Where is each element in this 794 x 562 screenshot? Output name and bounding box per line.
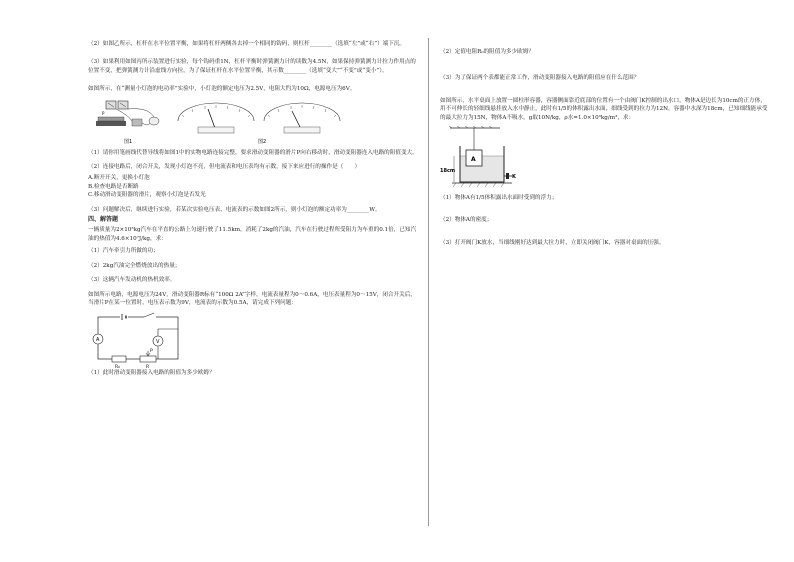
voltmeter-label: V xyxy=(156,339,160,346)
depth-label: 18cm xyxy=(440,168,456,175)
container-figure xyxy=(440,126,770,190)
left-column xyxy=(88,40,418,378)
svg-text:P: P xyxy=(102,110,105,116)
lamp-figures-drawing xyxy=(88,97,418,149)
r0-label: R₀ xyxy=(115,365,120,370)
water-intro: 如图所示，水平桌面上放置一圆柱形容器，容器侧面靠近底部的位置有一个由阀门K控制的出水口，物体A是边长为10cm的正方体，用不可伸长的轻细线悬挂放入水中静止，此时有1/5的体积露出水面，细线受到的拉力为12N，容器中水深为18cm，已知细线能承受的最大拉力为15N，物体A不吸水，g取10N/kg，ρ水=1.0×10³kg/m³，求： xyxy=(440,97,768,121)
circuit-figure xyxy=(88,311,418,369)
circuit-diagram xyxy=(88,311,208,369)
lamp-figures xyxy=(88,97,418,149)
circuit-question-2: （2）定值电阻R₀的阻值为多少欧姆？ xyxy=(440,49,534,55)
water-question-1: （1）物体A有1/5体积露出水面时受到的浮力； xyxy=(440,195,558,202)
option-b: B.检查电路是否断路 xyxy=(88,183,139,190)
car-question-1: （1）汽车牵引力所做的功； xyxy=(88,248,159,255)
lamp-question-2: （2）连接电路后，闭合开关，发现小灯泡不亮，但电流表和电压表均有示数，接下来应进行的操作是（ ） xyxy=(88,164,361,171)
option-c: C.移动滑动变阻器的滑片，观察小灯泡是否发光 xyxy=(88,192,206,199)
water-question-3: （3）打开阀门K放水，当细线刚好达到最大拉力时，立即关闭阀门K，容器对桌面的压强。 xyxy=(440,239,665,246)
option-a: A.断开开关，更换小灯泡 xyxy=(88,175,150,182)
container-diagram xyxy=(440,126,560,190)
ammeter-label: A xyxy=(96,337,100,344)
right-column xyxy=(440,48,770,247)
car-intro: 一辆质量为2×10³kg汽车在平直的公路上匀速行驶了11.5km，消耗了2kg的汽油，汽车在行驶过程所受阻力为车重的0.1倍，已知汽油的热值为4.6×10⁷J/kg，求： xyxy=(88,227,417,242)
slider-label: P xyxy=(150,349,153,355)
block-a-label: A xyxy=(471,156,476,164)
circuit-question-3: （3）为了保证两个表都能正常工作，滑动变阻器接入电路的阻值应在什么范围？ xyxy=(440,75,640,82)
circuit-intro: 如图所示电路，电源电压为24V，滑动变阻器R标有“100Ω 2A”字样，电流表量程为0～0.6A，电压表量程为0～15V，闭合开关后，当滑片P在某一位置时，电压表示数为9V，电流表的示数为0.5A，请完成下列问题： xyxy=(88,291,416,306)
water-question-2: （2）物体A的密度； xyxy=(440,217,493,224)
lamp-question-3: （3）问题解决后，继续进行实验，若某次实验电压表、电流表的示数如图2所示，则小灯泡的额定功率为________W。 xyxy=(88,206,381,213)
valve-k-label: K xyxy=(512,174,516,181)
car-question-2: （2）2kg汽油完全燃烧放出的热量； xyxy=(88,262,181,269)
section-heading: 四、解答题 xyxy=(88,216,119,224)
lamp-question-1: （1）请你用笔画线代替导线将如图1中的实物电路连接完整，要求滑动变阻器的滑片P向右移动时，滑动变阻器连入电路的阻值变大。 xyxy=(88,149,418,156)
fig1-label: 图1 xyxy=(124,138,133,145)
lever-question-2: （2）如图乙所示，杠杆在水平位置平衡，如果将杠杆两侧各去掉一个相同的钩码，则杠杆________（选填“左”或“右”）端下沉。 xyxy=(88,41,406,47)
column-divider xyxy=(428,38,429,526)
car-question-3: （3）这辆汽车发动机的热机效率。 xyxy=(88,277,176,284)
fig2-label: 图2 xyxy=(258,138,267,145)
lamp-intro: 如图所示，在“测量小灯泡的电功率”实验中，小灯泡的额定电压为2.5V，电阻大约为10Ω，电源电压为6V。 xyxy=(88,86,356,93)
fig2-meters xyxy=(178,103,340,145)
r-label: R xyxy=(146,365,150,370)
fig1-circuit xyxy=(96,101,159,145)
lever-question-3: （3）如果利用如图丙所示装置进行实验，每个钩码重1N，杠杆平衡时弹簧测力计的读数为4.5N，如果保持弹簧测力计拉力作用点的位置不变，把弹簧测力计沿虚线方向拉，为了保证杠杆在水平位置平衡，其示数________（选填“变大”“不变”或“变小”）。 xyxy=(88,59,416,74)
circuit-question-1: （1）此时滑动变阻器接入电路的阻值为多少欧姆？ xyxy=(88,370,215,377)
